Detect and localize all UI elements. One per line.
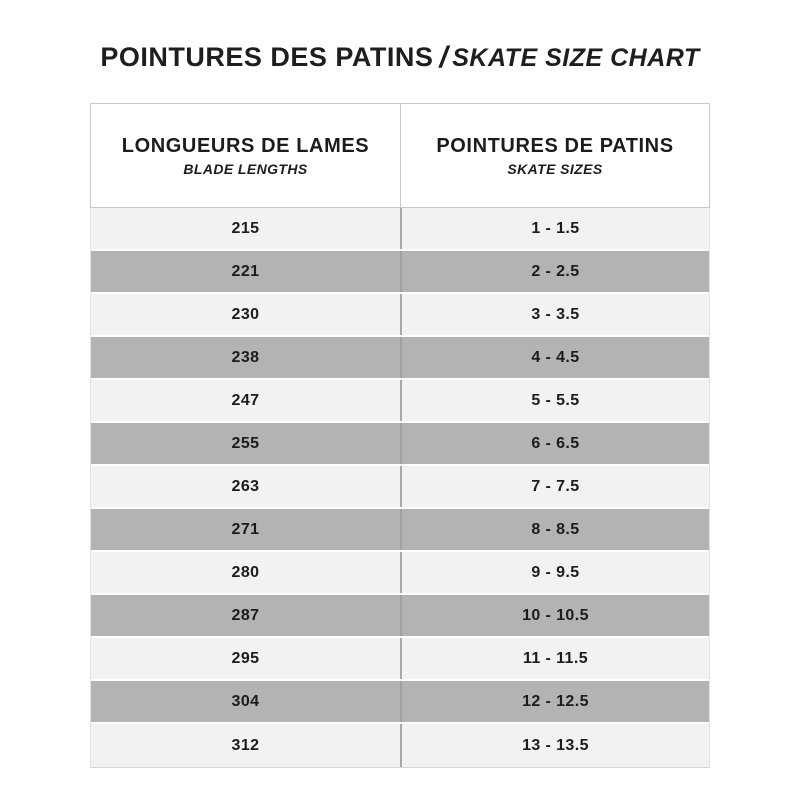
skate-size-cell: 9 - 9.5 bbox=[400, 552, 709, 593]
blade-length-cell: 215 bbox=[231, 219, 260, 237]
blade-length-cell: 221 bbox=[231, 262, 260, 280]
table-row bbox=[91, 208, 709, 251]
skate-size-cell: 12 - 12.5 bbox=[400, 681, 709, 722]
blade-length-cell: 304 bbox=[231, 692, 260, 710]
blade-length-cell: 287 bbox=[231, 606, 260, 624]
column-header-blade-lengths bbox=[91, 104, 400, 207]
skate-size-cell: 7 - 7.5 bbox=[400, 466, 709, 507]
skate-size-cell: 2 - 2.5 bbox=[400, 251, 709, 292]
skate-size-cell: 8 - 8.5 bbox=[400, 509, 709, 550]
skate-size-cell: 3 - 3.5 bbox=[400, 294, 709, 335]
skate-size-cell: 5 - 5.5 bbox=[400, 380, 709, 421]
blade-length-cell: 280 bbox=[231, 563, 260, 581]
blade-length-cell: 238 bbox=[231, 348, 260, 366]
table-header-row bbox=[90, 103, 710, 208]
blade-length-cell: 230 bbox=[231, 305, 260, 323]
table-row bbox=[91, 380, 709, 423]
title-divider-slash: / bbox=[439, 41, 449, 74]
page-title-french: POINTURES DES PATINS bbox=[100, 42, 434, 72]
blade-length-cell: 312 bbox=[231, 736, 260, 754]
table-row bbox=[91, 423, 709, 466]
skate-size-cell: 6 - 6.5 bbox=[400, 423, 709, 464]
page-title bbox=[0, 40, 800, 73]
skate-size-cell: 1 - 1.5 bbox=[400, 208, 709, 249]
column-header-blade-lengths-en: BLADE LENGTHS bbox=[183, 160, 308, 177]
blade-length-cell: 263 bbox=[231, 477, 260, 495]
table-row bbox=[91, 552, 709, 595]
skate-size-cell: 11 - 11.5 bbox=[400, 638, 709, 679]
blade-length-cell: 295 bbox=[231, 649, 260, 667]
size-chart-table bbox=[90, 103, 710, 768]
table-row bbox=[91, 509, 709, 552]
column-header-skate-sizes-fr: POINTURES DE PATINS bbox=[436, 134, 674, 157]
skate-size-cell: 4 - 4.5 bbox=[400, 337, 709, 378]
table-row bbox=[91, 337, 709, 380]
blade-length-cell: 247 bbox=[231, 391, 260, 409]
column-header-skate-sizes bbox=[400, 104, 709, 207]
blade-length-cell: 271 bbox=[231, 520, 260, 538]
column-header-blade-lengths-fr: LONGUEURS DE LAMES bbox=[121, 134, 370, 157]
page-title-english: SKATE SIZE CHART bbox=[452, 44, 700, 72]
table-row bbox=[91, 724, 709, 767]
table-body bbox=[90, 208, 710, 768]
skate-size-cell: 10 - 10.5 bbox=[400, 595, 709, 636]
column-header-skate-sizes-en: SKATE SIZES bbox=[507, 160, 603, 177]
skate-size-cell: 13 - 13.5 bbox=[400, 724, 709, 767]
table-row bbox=[91, 638, 709, 681]
table-row bbox=[91, 294, 709, 337]
table-row bbox=[91, 251, 709, 294]
blade-length-cell: 255 bbox=[231, 434, 260, 452]
table-row bbox=[91, 595, 709, 638]
table-row bbox=[91, 681, 709, 724]
table-row bbox=[91, 466, 709, 509]
